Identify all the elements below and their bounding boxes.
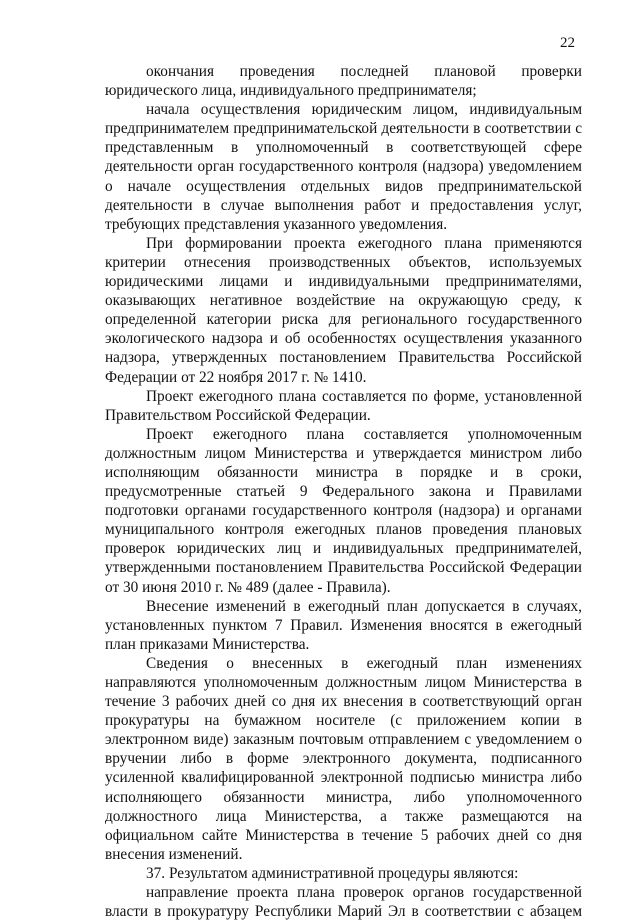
- body-text: [105, 62, 582, 921]
- paragraph-plan-changes: Внесение изменений в ежегодный план допускается в случаях, установленных пунктом 7 Правил. Изменения вносятся в ежегодный план приказами Министерства.: [105, 597, 582, 653]
- paragraph-risk-criteria: При формировании проекта ежегодного плана применяются критерии отнесения производственных объектов, используемых юридическими лицами и индивидуальными предпринимателями, оказывающих негативное воздействие на окружающую среду, к определенной категории риска для регионального государственного экологического надзора и об особенностях осуществления указанного надзора, утвержденных постановлением Правительства Российской Федерации от 22 ноября 2017 г. № 1410.: [105, 234, 582, 386]
- paragraph-plan-submission: направление проекта плана проверок органов государственной власти в прокуратуру Республики Марий Эл в соответствии с абзацем: [105, 884, 582, 921]
- paragraph-inspection-end: окончания проведения последней плановой проверки юридического лица, индивидуального предпринимателя;: [105, 63, 582, 100]
- paragraph-plan-form: Проект ежегодного плана составляется по форме, установленной Правительством Российской Федерации.: [105, 387, 582, 424]
- paragraph-activity-start: начала осуществления юридическим лицом, индивидуальным предпринимателем предпринимательской деятельности в соответствии с представленным в уполномоченный в соответствующей сфере деятельности орган государственного контроля (надзора) уведомлением о начале осуществления отдельных видов предпринимательской деятельности в случае выполнения работ и предоставления услуг, требующих представления указанного уведомления.: [105, 101, 582, 233]
- page-number: 22: [560, 35, 575, 51]
- paragraph-item-37: 37. Результатом административной процедуры являются:: [146, 864, 519, 882]
- paragraph-changes-notification: Сведения о внесенных в ежегодный план изменениях направляются уполномоченным должностным лицом Министерства в течение 3 рабочих дней со дня их внесения в соответствующий орган прокуратуры на бумажном носителе (с приложением копии в электронном виде) заказным почтовым отправлением с уведомлением о вручении либо в форме электронного документа, подписанного усиленной квалифицированной электронной подписью министра либо исполняющего обязанности министра, либо уполномоченного должностного лица Министерства, а также размещаются на официальном сайте Министерства в течение 5 рабочих дней со дня внесения изменений.: [105, 654, 582, 863]
- paragraph-plan-approval: Проект ежегодного плана составляется уполномоченным должностным лицом Министерства и утверждается министром либо исполняющим обязанности министра в порядке и в сроки, предусмотренные статьей 9 Федерального закона и Правилами подготовки органами государственного контроля (надзора) и органами муниципального контроля ежегодных планов проведения плановых проверок юридических лиц и индивидуальных предпринимателей, утвержденными постановлением Правительства Российской Федерации от 30 июня 2010 г. № 489 (далее - Правила).: [105, 425, 582, 596]
